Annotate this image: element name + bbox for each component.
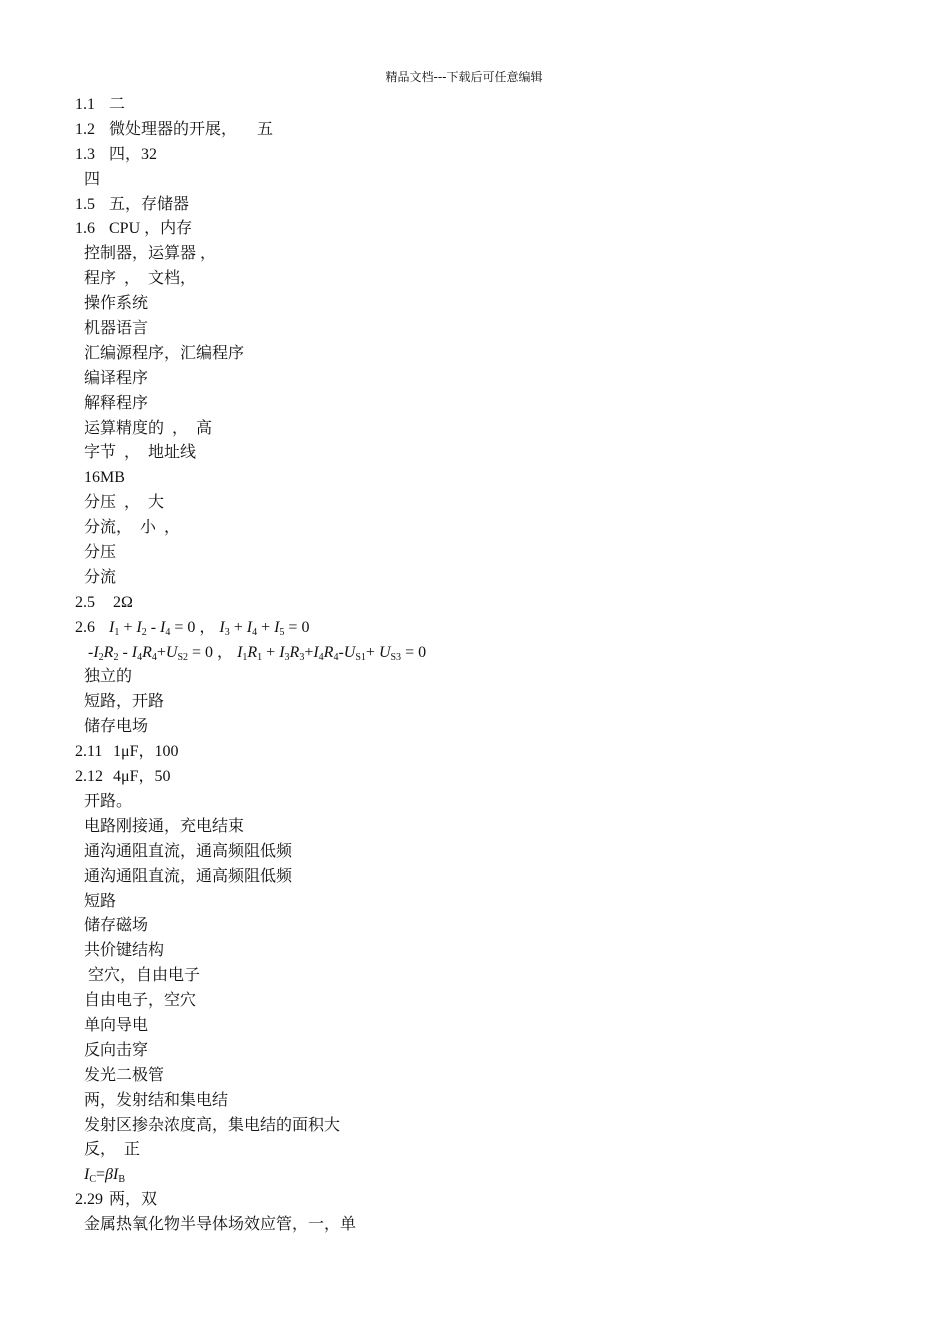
- item-number: 2.11: [75, 743, 103, 761]
- answer-line: [0, 1213, 930, 1238]
- answer-line: [0, 989, 930, 1014]
- answer-text: 空穴，自由电子: [84, 967, 201, 985]
- answer-text: 汇编源程序，汇编程序: [84, 344, 245, 362]
- answer-line: [0, 1014, 930, 1039]
- answer-line: [0, 1163, 930, 1188]
- answer-line: [0, 1114, 930, 1139]
- answer-text: 电路刚接通，充电结束: [84, 817, 245, 835]
- answer-text: 微处理器的开展， 五: [109, 120, 274, 138]
- answer-text: 发射区掺杂浓度高，集电结的面积大: [84, 1116, 341, 1134]
- answer-text: 控制器，运算器 ，: [84, 245, 217, 263]
- answer-line: [0, 939, 930, 964]
- formula-text: $-I_2R_2 - I_4R_4+U_{S2} = 0$ ， $I_1R_1 + I_3R_3+I_4R_4-U_{S1}+ U_{S3} = 0$: [88, 643, 427, 663]
- answer-text: 程序 ， 文档，: [84, 270, 197, 288]
- item-number: 1.6: [75, 220, 95, 238]
- answer-text: 两，发射结和集电结: [84, 1091, 229, 1109]
- answer-line: [0, 392, 930, 417]
- item-number: 2.6: [75, 618, 95, 636]
- answer-line: [0, 914, 930, 939]
- answer-text: 五，存储器: [109, 195, 190, 213]
- answer-text: 编译程序: [84, 369, 149, 387]
- answer-text: 短路: [84, 892, 117, 910]
- answer-line: [0, 143, 930, 168]
- page-header: 精品文档---下载后可任意编辑: [385, 70, 543, 84]
- answer-line: [0, 118, 930, 143]
- item-number: 1.1: [75, 96, 95, 113]
- answer-line: [0, 690, 930, 715]
- item-number: 1.2: [75, 120, 95, 138]
- answer-list: [0, 93, 930, 1238]
- answer-line: [0, 441, 930, 466]
- answer-line: [0, 591, 930, 616]
- answer-line: [0, 93, 930, 118]
- answer-line: [0, 242, 930, 267]
- answer-text: 单向导电: [84, 1016, 149, 1034]
- answer-text: 操作系统: [84, 295, 149, 313]
- answer-line: [0, 193, 930, 218]
- answer-line: [0, 516, 930, 541]
- answer-line: [0, 367, 930, 392]
- answer-text: 共价键结构: [84, 942, 165, 960]
- answer-line: [0, 1188, 930, 1213]
- answer-line: [0, 417, 930, 442]
- item-number: 2.12: [75, 768, 103, 786]
- answer-text: 4μF，50: [109, 768, 171, 786]
- answer-line: [0, 342, 930, 367]
- answer-text: 分压 ， 大: [84, 494, 165, 512]
- answer-text: 短路，开路: [84, 693, 165, 711]
- answer-line: [0, 865, 930, 890]
- answer-text: 两，双: [109, 1191, 158, 1209]
- answer-line: [0, 168, 930, 193]
- answer-text: 字节 ， 地址线: [84, 444, 197, 462]
- answer-text: 金属热氧化物半导体场效应管，一，单: [84, 1216, 357, 1234]
- answer-text: 通沟通阻直流，通高频阻低频: [84, 867, 293, 885]
- answer-text: 四，32: [109, 145, 158, 163]
- item-number: 1.5: [75, 195, 95, 213]
- answer-line: [0, 890, 930, 915]
- answer-text: 分流: [84, 568, 117, 586]
- answer-text: 1μF，100: [109, 743, 179, 761]
- answer-text: 储存磁场: [84, 917, 149, 935]
- answer-line: [0, 964, 930, 989]
- formula-text: $I_C=\beta I_B$: [84, 1166, 125, 1186]
- answer-text: 分流， 小 ，: [84, 519, 181, 537]
- answer-line: [0, 1039, 930, 1064]
- answer-line: [0, 1138, 930, 1163]
- answer-line: [0, 491, 930, 516]
- answer-line: [0, 317, 930, 342]
- answer-text: 通沟通阻直流，通高频阻低频: [84, 842, 293, 860]
- answer-line: [0, 267, 930, 292]
- answer-line: [0, 790, 930, 815]
- answer-line: [0, 641, 930, 666]
- answer-line: [0, 1064, 930, 1089]
- answer-text: 独立的: [84, 668, 133, 686]
- answer-line: [0, 715, 930, 740]
- answer-text: 反向击穿: [84, 1041, 149, 1059]
- answer-text: 自由电子，空穴: [84, 992, 197, 1010]
- answer-text: 储存电场: [84, 718, 149, 736]
- answer-text: 反， 正: [84, 1141, 141, 1159]
- answer-text: 二: [109, 96, 126, 113]
- answer-line: [0, 292, 930, 317]
- answer-line: [0, 616, 930, 641]
- answer-text: CPU ，内存: [109, 220, 193, 238]
- answer-text: 解释程序: [84, 394, 149, 412]
- answer-text: 机器语言: [84, 320, 149, 338]
- answer-line: [0, 765, 930, 790]
- answer-line: [0, 665, 930, 690]
- item-number: 2.5: [75, 593, 95, 611]
- item-number: 1.3: [75, 145, 95, 163]
- formula-text: $I_1 + I_2 - I_4 = 0$ ， $I_3 + I_4 + I_5 = 0$: [109, 618, 310, 638]
- answer-line: [0, 740, 930, 765]
- answer-line: [0, 566, 930, 591]
- answer-line: [0, 840, 930, 865]
- answer-text: 运算精度的 ， 高: [84, 419, 213, 437]
- answer-text: 16MB: [84, 469, 125, 487]
- answer-line: [0, 1089, 930, 1114]
- answer-line: [0, 466, 930, 491]
- answer-line: [0, 815, 930, 840]
- answer-line: [0, 217, 930, 242]
- answer-text: 分压: [84, 544, 117, 562]
- item-number: 2.29: [75, 1191, 103, 1209]
- answer-line: [0, 541, 930, 566]
- answer-text: 四: [84, 170, 101, 188]
- answer-text: 2Ω: [109, 593, 133, 611]
- answer-text: 发光二极管: [84, 1066, 165, 1084]
- answer-text: 开路。: [84, 792, 133, 810]
